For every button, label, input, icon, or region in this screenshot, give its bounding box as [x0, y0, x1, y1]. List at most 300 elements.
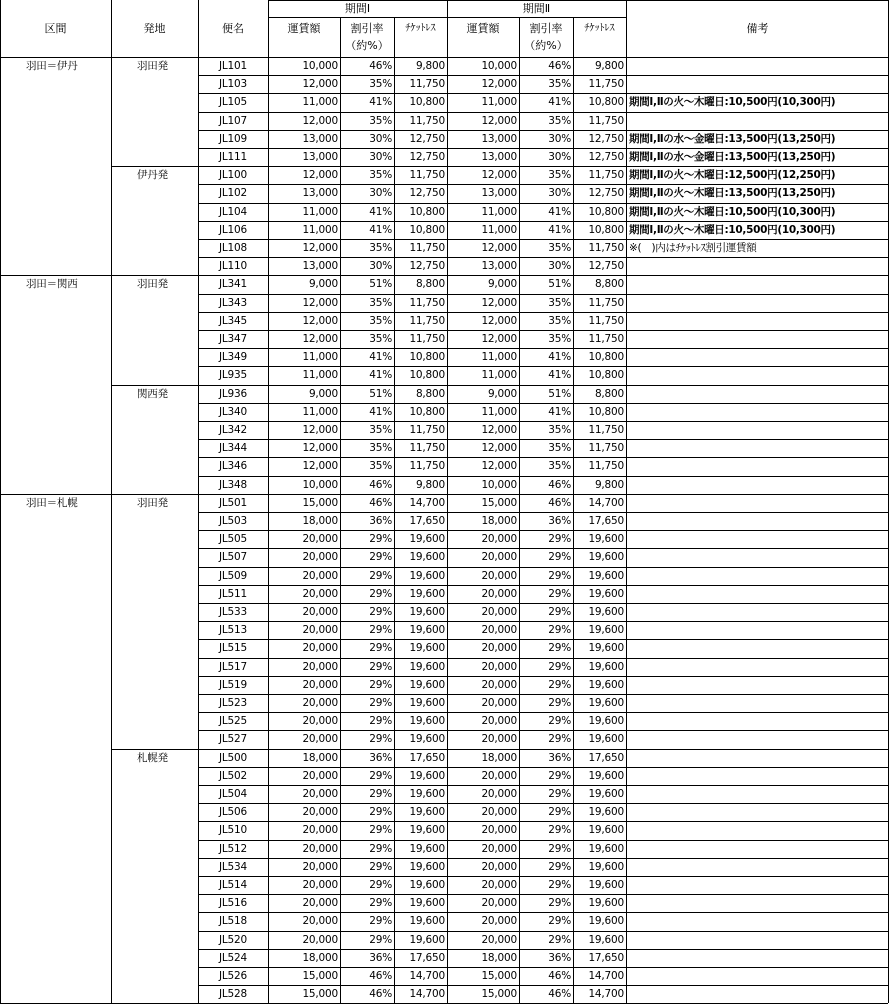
flight-number: JL340	[219, 405, 247, 418]
fare-period2: 9,000	[487, 278, 517, 291]
flight-number: JL525	[219, 715, 247, 728]
fare-period2: 12,000	[481, 242, 517, 254]
origin-label: 羽田発	[137, 496, 168, 509]
fare-period2: 18,000	[481, 951, 517, 964]
ticketless-period1: 11,750	[409, 442, 445, 455]
fare-period1: 20,000	[302, 697, 338, 709]
discount-period1: 30%	[369, 260, 392, 273]
discount-period2: 36%	[548, 515, 571, 527]
fare-period1: 20,000	[302, 860, 338, 873]
fare-period1: 18,000	[302, 515, 338, 527]
fare-period1: 12,000	[302, 424, 338, 436]
header-binmei: 便名	[222, 22, 244, 35]
fare-period2: 20,000	[481, 660, 517, 673]
discount-period2: 36%	[548, 951, 571, 964]
ticketless-period1: 12,750	[409, 260, 445, 273]
ticketless-period2: 12,750	[588, 260, 624, 273]
discount-period2: 29%	[548, 860, 571, 873]
ticketless-period1: 11,750	[409, 114, 445, 127]
fare-period1: 20,000	[302, 788, 338, 800]
discount-period2: 35%	[548, 296, 571, 309]
flight-number: JL523	[219, 697, 247, 709]
fare-period1: 12,000	[302, 296, 338, 309]
discount-period2: 41%	[548, 223, 571, 236]
fare-period1: 20,000	[302, 933, 338, 946]
fare-period1: 20,000	[302, 606, 338, 618]
discount-period1: 29%	[369, 860, 392, 873]
ticketless-period2: 14,700	[588, 970, 624, 982]
discount-period2: 51%	[548, 387, 571, 400]
flight-number: JL935	[219, 369, 247, 382]
ticketless-period2: 8,800	[594, 278, 624, 291]
ticketless-period2: 9,800	[594, 478, 624, 491]
ticketless-period1: 11,750	[409, 424, 445, 436]
discount-period2: 29%	[548, 824, 571, 837]
flight-number: JL514	[219, 879, 247, 891]
fare-period1: 12,000	[302, 333, 338, 345]
discount-period2: 35%	[548, 78, 571, 91]
ticketless-period1: 19,600	[409, 569, 445, 582]
ticketless-period1: 19,600	[409, 788, 445, 800]
ticketless-period2: 17,650	[588, 951, 624, 964]
discount-period2: 29%	[548, 933, 571, 946]
discount-period2: 41%	[548, 96, 571, 109]
header-waribiki-2b: （約%）	[524, 39, 568, 52]
ticketless-period2: 9,800	[594, 60, 624, 72]
flight-number: JL343	[219, 296, 247, 309]
fare-period2: 20,000	[481, 733, 517, 746]
fare-period1: 20,000	[302, 806, 338, 819]
discount-period2: 29%	[548, 697, 571, 709]
ticketless-period2: 11,750	[588, 114, 624, 127]
flight-number: JL526	[219, 970, 247, 982]
fare-period1: 20,000	[302, 715, 338, 728]
discount-period2: 36%	[548, 751, 571, 764]
fare-period1: 20,000	[302, 587, 338, 600]
fare-period2: 20,000	[481, 551, 517, 564]
ticketless-period1: 10,800	[409, 351, 445, 364]
discount-period2: 30%	[548, 132, 571, 145]
discount-period2: 29%	[548, 842, 571, 855]
ticketless-period2: 8,800	[594, 387, 624, 400]
fare-period1: 15,000	[302, 496, 338, 509]
ticketless-period2: 10,800	[588, 96, 624, 109]
discount-period2: 41%	[548, 351, 571, 364]
discount-period1: 30%	[369, 187, 392, 200]
fare-period2: 12,000	[481, 169, 517, 182]
flight-number: JL104	[219, 205, 247, 218]
ticketless-period2: 17,650	[588, 751, 624, 764]
ticketless-period1: 19,600	[409, 533, 445, 546]
discount-period2: 29%	[548, 624, 571, 637]
discount-period1: 41%	[369, 96, 392, 109]
discount-period2: 35%	[548, 114, 571, 127]
discount-period1: 35%	[369, 114, 392, 127]
flight-number: JL518	[219, 915, 247, 928]
flight-number: JL528	[219, 988, 247, 1001]
ticketless-period2: 19,600	[588, 733, 624, 746]
ticketless-period2: 10,800	[588, 405, 624, 418]
fare-period1: 13,000	[302, 187, 338, 200]
fare-period1: 11,000	[302, 223, 338, 236]
flight-number: JL105	[219, 96, 247, 109]
fare-period1: 13,000	[302, 132, 338, 145]
ticketless-period2: 19,600	[588, 587, 624, 600]
ticketless-period2: 11,750	[588, 424, 624, 436]
fare-period2: 13,000	[481, 151, 517, 163]
discount-period2: 46%	[548, 60, 571, 72]
header-period1: 期間Ⅰ	[344, 2, 371, 15]
header-unchin-1: 運賃額	[287, 22, 321, 35]
discount-period1: 46%	[369, 970, 392, 982]
flight-number: JL506	[219, 806, 247, 819]
fare-period1: 13,000	[302, 260, 338, 273]
fare-period1: 18,000	[302, 751, 338, 764]
ticketless-period2: 19,600	[588, 697, 624, 709]
flight-number: JL533	[219, 606, 247, 618]
discount-period2: 35%	[548, 460, 571, 473]
ticketless-period2: 11,750	[588, 296, 624, 309]
fare-period2: 20,000	[481, 587, 517, 600]
grid-line	[0, 0, 1, 1003]
header-kukan: 区間	[44, 22, 67, 35]
fare-period1: 9,000	[308, 278, 338, 291]
ticketless-period2: 19,600	[588, 678, 624, 691]
flight-number: JL111	[219, 151, 247, 163]
fare-period2: 12,000	[481, 314, 517, 327]
ticketless-period2: 19,600	[588, 642, 624, 655]
ticketless-period1: 19,600	[409, 806, 445, 819]
ticketless-period1: 19,600	[409, 879, 445, 891]
discount-period1: 29%	[369, 806, 392, 819]
fare-period2: 10,000	[481, 60, 517, 72]
discount-period1: 29%	[369, 624, 392, 637]
fare-period1: 12,000	[302, 78, 338, 91]
fare-period2: 20,000	[481, 842, 517, 855]
fare-period1: 12,000	[302, 442, 338, 455]
discount-period2: 29%	[548, 642, 571, 655]
grid-line	[111, 0, 112, 1003]
ticketless-period1: 19,600	[409, 842, 445, 855]
discount-period1: 41%	[369, 405, 392, 418]
route-label: 羽田＝札幌	[26, 496, 78, 509]
remark: 期間Ⅰ,Ⅱの火～木曜日:10,500円(10,300円)	[629, 223, 836, 236]
ticketless-period1: 9,800	[415, 60, 445, 72]
fare-period2: 20,000	[481, 824, 517, 837]
fare-period1: 18,000	[302, 951, 338, 964]
ticketless-period1: 14,700	[409, 496, 445, 509]
fare-period2: 11,000	[481, 96, 517, 109]
header-hatchi: 発地	[143, 22, 166, 35]
discount-period1: 29%	[369, 842, 392, 855]
fare-period1: 20,000	[302, 879, 338, 891]
discount-period1: 29%	[369, 642, 392, 655]
discount-period1: 35%	[369, 242, 392, 254]
ticketless-period1: 19,600	[409, 587, 445, 600]
ticketless-period1: 11,750	[409, 460, 445, 473]
fare-period2: 12,000	[481, 424, 517, 436]
flight-number: JL520	[219, 933, 247, 946]
fare-period2: 20,000	[481, 879, 517, 891]
ticketless-period1: 19,600	[409, 606, 445, 618]
discount-period1: 29%	[369, 587, 392, 600]
fare-period1: 20,000	[302, 842, 338, 855]
discount-period2: 46%	[548, 988, 571, 1001]
fare-period2: 20,000	[481, 715, 517, 728]
flight-number: JL519	[219, 678, 247, 691]
fare-period2: 20,000	[481, 860, 517, 873]
fare-period1: 20,000	[302, 569, 338, 582]
discount-period2: 35%	[548, 333, 571, 345]
ticketless-period2: 12,750	[588, 132, 624, 145]
fare-period1: 20,000	[302, 642, 338, 655]
flight-number: JL524	[219, 951, 247, 964]
fare-period2: 20,000	[481, 606, 517, 618]
discount-period2: 29%	[548, 678, 571, 691]
remark: 期間Ⅰ,Ⅱの火～木曜日:10,500円(10,300円)	[629, 96, 836, 109]
fare-period1: 20,000	[302, 733, 338, 746]
ticketless-period1: 10,800	[409, 369, 445, 382]
ticketless-period2: 14,700	[588, 496, 624, 509]
discount-period1: 29%	[369, 569, 392, 582]
ticketless-period1: 12,750	[409, 151, 445, 163]
discount-period2: 35%	[548, 242, 571, 254]
ticketless-period1: 8,800	[415, 278, 445, 291]
discount-period2: 29%	[548, 806, 571, 819]
fare-period2: 9,000	[487, 387, 517, 400]
fare-period1: 20,000	[302, 624, 338, 637]
ticketless-period2: 19,600	[588, 860, 624, 873]
route-label: 羽田＝関西	[26, 278, 78, 291]
remark: 期間Ⅰ,Ⅱの火～木曜日:12,500円(12,250円)	[629, 169, 836, 182]
discount-period1: 29%	[369, 788, 392, 800]
flight-number: JL107	[219, 114, 247, 127]
fare-period2: 11,000	[481, 223, 517, 236]
flight-number: JL516	[219, 897, 247, 910]
origin-label: 羽田発	[137, 60, 168, 72]
ticketless-period2: 19,600	[588, 879, 624, 891]
discount-period1: 35%	[369, 169, 392, 182]
route-label: 羽田＝伊丹	[26, 60, 78, 72]
discount-period1: 41%	[369, 351, 392, 364]
fare-period1: 11,000	[302, 351, 338, 364]
fare-period1: 11,000	[302, 96, 338, 109]
ticketless-period1: 19,600	[409, 824, 445, 837]
grid-line	[626, 0, 889, 1]
fare-period1: 20,000	[302, 897, 338, 910]
ticketless-period2: 10,800	[588, 205, 624, 218]
ticketless-period1: 19,600	[409, 915, 445, 928]
ticketless-period1: 14,700	[409, 988, 445, 1001]
fare-period2: 20,000	[481, 533, 517, 546]
flight-number: JL349	[219, 351, 247, 364]
discount-period2: 51%	[548, 278, 571, 291]
flight-number: JL503	[219, 515, 247, 527]
fare-period1: 12,000	[302, 460, 338, 473]
fare-period2: 18,000	[481, 515, 517, 527]
ticketless-period1: 10,800	[409, 205, 445, 218]
ticketless-period2: 11,750	[588, 78, 624, 91]
fare-period2: 12,000	[481, 78, 517, 91]
discount-period1: 41%	[369, 205, 392, 218]
discount-period1: 36%	[369, 515, 392, 527]
discount-period2: 30%	[548, 187, 571, 200]
ticketless-period2: 19,600	[588, 715, 624, 728]
discount-period1: 30%	[369, 132, 392, 145]
discount-period1: 46%	[369, 478, 392, 491]
discount-period1: 51%	[369, 278, 392, 291]
discount-period2: 29%	[548, 879, 571, 891]
discount-period2: 29%	[548, 551, 571, 564]
fare-period1: 11,000	[302, 369, 338, 382]
ticketless-period2: 19,600	[588, 806, 624, 819]
discount-period2: 29%	[548, 587, 571, 600]
origin-label: 札幌発	[137, 751, 168, 764]
header-ticketless-2: ﾁｹｯﾄﾚｽ	[584, 23, 615, 34]
discount-period1: 36%	[369, 751, 392, 764]
fare-period2: 20,000	[481, 769, 517, 782]
discount-period1: 36%	[369, 951, 392, 964]
fare-period1: 12,000	[302, 114, 338, 127]
ticketless-period1: 14,700	[409, 970, 445, 982]
fare-period1: 12,000	[302, 314, 338, 327]
discount-period1: 30%	[369, 151, 392, 163]
ticketless-period1: 19,600	[409, 678, 445, 691]
fare-period2: 20,000	[481, 933, 517, 946]
fare-period1: 20,000	[302, 824, 338, 837]
ticketless-period2: 14,700	[588, 988, 624, 1001]
discount-period1: 51%	[369, 387, 392, 400]
flight-number: JL512	[219, 842, 247, 855]
discount-period2: 41%	[548, 369, 571, 382]
discount-period2: 35%	[548, 314, 571, 327]
remark: 期間Ⅰ,Ⅱの水～金曜日:13,500円(13,250円)	[629, 132, 836, 145]
ticketless-period2: 10,800	[588, 223, 624, 236]
fare-period2: 20,000	[481, 569, 517, 582]
ticketless-period2: 19,600	[588, 824, 624, 837]
ticketless-period1: 19,600	[409, 624, 445, 637]
fare-period2: 12,000	[481, 333, 517, 345]
fare-period2: 12,000	[481, 114, 517, 127]
ticketless-period2: 11,750	[588, 169, 624, 182]
discount-period1: 41%	[369, 369, 392, 382]
ticketless-period2: 19,600	[588, 660, 624, 673]
ticketless-period2: 19,600	[588, 624, 624, 637]
discount-period1: 29%	[369, 733, 392, 746]
discount-period1: 29%	[369, 879, 392, 891]
discount-period2: 46%	[548, 478, 571, 491]
discount-period2: 46%	[548, 496, 571, 509]
fare-period1: 20,000	[302, 915, 338, 928]
flight-number: JL109	[219, 132, 247, 145]
discount-period1: 35%	[369, 314, 392, 327]
ticketless-period2: 19,600	[588, 915, 624, 928]
flight-number: JL345	[219, 314, 247, 327]
remark: 期間Ⅰ,Ⅱの水～金曜日:13,500円(13,250円)	[629, 151, 836, 163]
discount-period2: 30%	[548, 260, 571, 273]
flight-number: JL348	[219, 478, 247, 491]
remark: ※( )内はﾁｹｯﾄﾚｽ割引運賃額	[629, 242, 757, 254]
discount-period2: 29%	[548, 915, 571, 928]
discount-period1: 29%	[369, 533, 392, 546]
fare-period2: 15,000	[481, 970, 517, 982]
ticketless-period1: 10,800	[409, 405, 445, 418]
ticketless-period2: 11,750	[588, 442, 624, 455]
flight-number: JL106	[219, 223, 247, 236]
ticketless-period2: 11,750	[588, 242, 624, 254]
discount-period1: 29%	[369, 551, 392, 564]
ticketless-period1: 17,650	[409, 751, 445, 764]
ticketless-period1: 19,600	[409, 551, 445, 564]
ticketless-period1: 11,750	[409, 314, 445, 327]
flight-number: JL346	[219, 460, 247, 473]
fare-period2: 20,000	[481, 806, 517, 819]
ticketless-period2: 19,600	[588, 842, 624, 855]
fare-period1: 20,000	[302, 660, 338, 673]
ticketless-period1: 11,750	[409, 296, 445, 309]
discount-period2: 41%	[548, 405, 571, 418]
ticketless-period1: 19,600	[409, 733, 445, 746]
ticketless-period1: 12,750	[409, 132, 445, 145]
fare-period2: 15,000	[481, 988, 517, 1001]
flight-number: JL100	[219, 169, 247, 182]
discount-period2: 29%	[548, 733, 571, 746]
fare-period1: 15,000	[302, 988, 338, 1001]
discount-period1: 35%	[369, 333, 392, 345]
ticketless-period1: 11,750	[409, 78, 445, 91]
fare-period2: 20,000	[481, 697, 517, 709]
flight-number: JL517	[219, 660, 247, 673]
fare-period2: 13,000	[481, 187, 517, 200]
ticketless-period2: 11,750	[588, 333, 624, 345]
ticketless-period1: 19,600	[409, 715, 445, 728]
discount-period1: 35%	[369, 78, 392, 91]
flight-number: JL103	[219, 78, 247, 91]
grid-line	[626, 0, 627, 1003]
ticketless-period1: 10,800	[409, 223, 445, 236]
flight-number: JL534	[219, 860, 247, 873]
ticketless-period1: 17,650	[409, 951, 445, 964]
ticketless-period2: 12,750	[588, 187, 624, 200]
fare-period2: 20,000	[481, 915, 517, 928]
discount-period1: 29%	[369, 606, 392, 618]
discount-period1: 35%	[369, 460, 392, 473]
discount-period1: 29%	[369, 678, 392, 691]
fare-period1: 12,000	[302, 242, 338, 254]
ticketless-period1: 11,750	[409, 333, 445, 345]
discount-period1: 29%	[369, 915, 392, 928]
fare-period2: 20,000	[481, 678, 517, 691]
ticketless-period2: 19,600	[588, 569, 624, 582]
flight-number: JL500	[219, 751, 247, 764]
discount-period2: 30%	[548, 151, 571, 163]
discount-period1: 46%	[369, 60, 392, 72]
discount-period2: 29%	[548, 715, 571, 728]
discount-period1: 29%	[369, 933, 392, 946]
fare-period1: 9,000	[308, 387, 338, 400]
ticketless-period1: 19,600	[409, 933, 445, 946]
ticketless-period1: 19,600	[409, 769, 445, 782]
ticketless-period1: 12,750	[409, 187, 445, 200]
discount-period1: 41%	[369, 223, 392, 236]
fare-period2: 11,000	[481, 369, 517, 382]
fare-period1: 20,000	[302, 533, 338, 546]
origin-label: 羽田発	[137, 278, 168, 291]
ticketless-period2: 11,750	[588, 314, 624, 327]
flight-number: JL341	[219, 278, 247, 291]
fare-period2: 13,000	[481, 260, 517, 273]
discount-period1: 29%	[369, 660, 392, 673]
